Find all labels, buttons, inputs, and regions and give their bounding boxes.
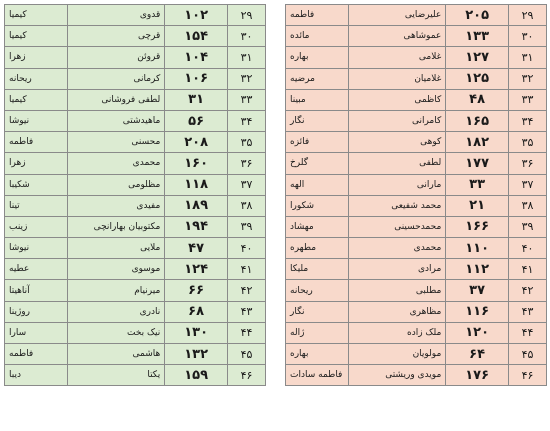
score-cell: ۴۷ — [165, 238, 228, 259]
first-name-cell: نگار — [286, 301, 349, 322]
row-number-cell: ۳۵ — [508, 132, 546, 153]
last-name-cell: عموشاهی — [348, 26, 446, 47]
table-row — [286, 153, 547, 174]
first-name-cell: الهه — [286, 174, 349, 195]
table-row — [286, 344, 547, 365]
table-row — [286, 47, 547, 68]
last-name-cell: ماهیدشتی — [67, 110, 165, 131]
first-name-cell: تینا — [5, 195, 68, 216]
row-number-cell: ۴۳ — [227, 301, 265, 322]
last-name-cell: مویدی وریشتی — [348, 365, 446, 386]
row-number-cell: ۴۵ — [227, 344, 265, 365]
row-number-cell: ۴۵ — [508, 344, 546, 365]
last-name-cell: محمد شفیعی — [348, 195, 446, 216]
first-name-cell: شکیبا — [5, 174, 68, 195]
row-number-cell: ۳۶ — [227, 153, 265, 174]
first-name-cell: نیوشا — [5, 238, 68, 259]
table-row — [5, 153, 266, 174]
row-number-cell: ۳۱ — [508, 47, 546, 68]
first-name-cell: مرضیه — [286, 68, 349, 89]
first-name-cell: بهاره — [286, 47, 349, 68]
score-cell: ۱۳۳ — [446, 26, 509, 47]
first-name-cell: سارا — [5, 322, 68, 343]
score-cell: ۱۸۹ — [165, 195, 228, 216]
table-row — [286, 68, 547, 89]
table-row — [5, 280, 266, 301]
score-cell: ۱۱۰ — [446, 238, 509, 259]
row-number-cell: ۴۰ — [227, 238, 265, 259]
table-row — [5, 68, 266, 89]
row-number-cell: ۳۷ — [227, 174, 265, 195]
row-number-cell: ۳۰ — [227, 26, 265, 47]
score-cell: ۱۳۰ — [165, 322, 228, 343]
table-row — [286, 216, 547, 237]
score-cell: ۱۵۹ — [165, 365, 228, 386]
table-row — [5, 110, 266, 131]
first-name-cell: فاطمه — [286, 5, 349, 26]
table-row — [5, 216, 266, 237]
score-cell: ۵۶ — [165, 110, 228, 131]
first-name-cell: ملیکا — [286, 259, 349, 280]
table-row — [286, 132, 547, 153]
row-number-cell: ۴۴ — [508, 322, 546, 343]
score-cell: ۲۱ — [446, 195, 509, 216]
first-name-cell: فاطمه — [5, 344, 68, 365]
last-name-cell: ملک زاده — [348, 322, 446, 343]
score-cell: ۳۳ — [446, 174, 509, 195]
table-row — [5, 322, 266, 343]
score-cell: ۳۷ — [446, 280, 509, 301]
first-name-cell: فاطمه سادات — [286, 365, 349, 386]
row-number-cell: ۴۶ — [227, 365, 265, 386]
table-row — [286, 5, 547, 26]
table-row — [286, 365, 547, 386]
last-name-cell: نیک بخت — [67, 322, 165, 343]
first-name-cell: مطهره — [286, 238, 349, 259]
last-name-cell: لطفی فروشانی — [67, 89, 165, 110]
row-number-cell: ۲۹ — [508, 5, 546, 26]
table-row — [5, 89, 266, 110]
table-row — [5, 344, 266, 365]
table-row — [5, 259, 266, 280]
last-name-cell: مظلومی — [67, 174, 165, 195]
score-cell: ۱۲۰ — [446, 322, 509, 343]
last-name-cell: کاظمی — [348, 89, 446, 110]
first-name-cell: عطیه — [5, 259, 68, 280]
score-cell: ۱۲۷ — [446, 47, 509, 68]
first-name-cell: زهرا — [5, 47, 68, 68]
table-row — [5, 132, 266, 153]
first-name-cell: کیمیا — [5, 26, 68, 47]
score-cell: ۱۲۴ — [165, 259, 228, 280]
table-row — [286, 110, 547, 131]
table-row — [286, 301, 547, 322]
last-name-cell: مولویان — [348, 344, 446, 365]
score-cell: ۱۲۵ — [446, 68, 509, 89]
score-cell: ۲۰۵ — [446, 5, 509, 26]
score-cell: ۱۰۲ — [165, 5, 228, 26]
last-name-cell: محمدی — [67, 153, 165, 174]
last-name-cell: نادری — [67, 301, 165, 322]
row-number-cell: ۳۴ — [227, 110, 265, 131]
table-row — [286, 322, 547, 343]
first-name-cell: نگار — [286, 110, 349, 131]
last-name-cell: موسوی — [67, 259, 165, 280]
last-name-cell: مطلبی — [348, 280, 446, 301]
score-cell: ۶۴ — [446, 344, 509, 365]
score-cell: ۴۸ — [446, 89, 509, 110]
table-row — [286, 174, 547, 195]
last-name-cell: کرمانی — [67, 68, 165, 89]
score-cell: ۶۶ — [165, 280, 228, 301]
row-number-cell: ۳۸ — [227, 195, 265, 216]
table-row — [286, 238, 547, 259]
row-number-cell: ۳۷ — [508, 174, 546, 195]
score-cell: ۱۶۶ — [446, 216, 509, 237]
first-name-cell: شکورا — [286, 195, 349, 216]
last-name-cell: محسنی — [67, 132, 165, 153]
last-name-cell: مارانی — [348, 174, 446, 195]
row-number-cell: ۴۶ — [508, 365, 546, 386]
last-name-cell: قدوی — [67, 5, 165, 26]
score-cell: ۱۸۲ — [446, 132, 509, 153]
last-name-cell: محمدحسینی — [348, 216, 446, 237]
row-number-cell: ۲۹ — [227, 5, 265, 26]
table-row — [5, 365, 266, 386]
first-name-cell: فاطمه — [5, 132, 68, 153]
table-row — [286, 280, 547, 301]
last-name-cell: قرچی — [67, 26, 165, 47]
score-cell: ۱۱۲ — [446, 259, 509, 280]
row-number-cell: ۳۲ — [508, 68, 546, 89]
last-name-cell: کوهی — [348, 132, 446, 153]
last-name-cell: غلامی — [348, 47, 446, 68]
score-cell: ۲۰۸ — [165, 132, 228, 153]
table-row — [286, 259, 547, 280]
table-row — [5, 47, 266, 68]
last-name-cell: مرادی — [348, 259, 446, 280]
score-cell: ۶۸ — [165, 301, 228, 322]
last-name-cell: غلامیان — [348, 68, 446, 89]
first-name-cell: آناهیتا — [5, 280, 68, 301]
row-number-cell: ۴۴ — [227, 322, 265, 343]
first-name-cell: دیبا — [5, 365, 68, 386]
table-row — [5, 195, 266, 216]
row-number-cell: ۳۸ — [508, 195, 546, 216]
first-name-cell: کیمیا — [5, 5, 68, 26]
first-name-cell: مهشاد — [286, 216, 349, 237]
score-cell: ۱۷۷ — [446, 153, 509, 174]
score-cell: ۱۹۴ — [165, 216, 228, 237]
last-name-cell: هاشمی — [67, 344, 165, 365]
last-name-cell: علیرضایی — [348, 5, 446, 26]
score-cell: ۱۰۶ — [165, 68, 228, 89]
student-table-right-body — [286, 5, 547, 386]
table-row — [286, 89, 547, 110]
student-table-left — [4, 4, 266, 386]
first-name-cell: بهاره — [286, 344, 349, 365]
row-number-cell: ۳۳ — [508, 89, 546, 110]
row-number-cell: ۴۱ — [227, 259, 265, 280]
table-row — [5, 174, 266, 195]
last-name-cell: مفیدی — [67, 195, 165, 216]
first-name-cell: مائده — [286, 26, 349, 47]
table-row — [286, 26, 547, 47]
last-name-cell: میرنیام — [67, 280, 165, 301]
first-name-cell: کیمیا — [5, 89, 68, 110]
table-row — [5, 5, 266, 26]
row-number-cell: ۴۱ — [508, 259, 546, 280]
row-number-cell: ۳۱ — [227, 47, 265, 68]
student-table-left-body — [5, 5, 266, 386]
score-cell: ۱۱۸ — [165, 174, 228, 195]
row-number-cell: ۴۳ — [508, 301, 546, 322]
last-name-cell: مظاهری — [348, 301, 446, 322]
last-name-cell: قروئن — [67, 47, 165, 68]
score-cell: ۱۶۵ — [446, 110, 509, 131]
row-number-cell: ۳۴ — [508, 110, 546, 131]
first-name-cell: ریحانه — [5, 68, 68, 89]
first-name-cell: زهرا — [5, 153, 68, 174]
table-row — [5, 26, 266, 47]
row-number-cell: ۳۶ — [508, 153, 546, 174]
row-number-cell: ۳۳ — [227, 89, 265, 110]
table-row — [286, 195, 547, 216]
score-cell: ۱۱۶ — [446, 301, 509, 322]
first-name-cell: نیوشا — [5, 110, 68, 131]
row-number-cell: ۳۹ — [227, 216, 265, 237]
row-number-cell: ۴۲ — [508, 280, 546, 301]
row-number-cell: ۳۹ — [508, 216, 546, 237]
first-name-cell: روژینا — [5, 301, 68, 322]
first-name-cell: زینب — [5, 216, 68, 237]
row-number-cell: ۳۲ — [227, 68, 265, 89]
score-cell: ۱۰۴ — [165, 47, 228, 68]
score-cell: ۱۶۰ — [165, 153, 228, 174]
last-name-cell: یکتا — [67, 365, 165, 386]
last-name-cell: کامرانی — [348, 110, 446, 131]
row-number-cell: ۴۰ — [508, 238, 546, 259]
first-name-cell: فائزه — [286, 132, 349, 153]
first-name-cell: ریحانه — [286, 280, 349, 301]
score-cell: ۱۳۲ — [165, 344, 228, 365]
last-name-cell: مکتوبیان بهارانچی — [67, 216, 165, 237]
last-name-cell: محمدی — [348, 238, 446, 259]
table-row — [5, 301, 266, 322]
row-number-cell: ۳۰ — [508, 26, 546, 47]
score-cell: ۱۵۴ — [165, 26, 228, 47]
first-name-cell: مبینا — [286, 89, 349, 110]
student-table-right — [285, 4, 547, 386]
last-name-cell: ملایی — [67, 238, 165, 259]
row-number-cell: ۴۲ — [227, 280, 265, 301]
score-cell: ۳۱ — [165, 89, 228, 110]
row-number-cell: ۳۵ — [227, 132, 265, 153]
table-row — [5, 238, 266, 259]
last-name-cell: لطفی — [348, 153, 446, 174]
first-name-cell: ژاله — [286, 322, 349, 343]
score-cell: ۱۷۶ — [446, 365, 509, 386]
first-name-cell: گلرخ — [286, 153, 349, 174]
